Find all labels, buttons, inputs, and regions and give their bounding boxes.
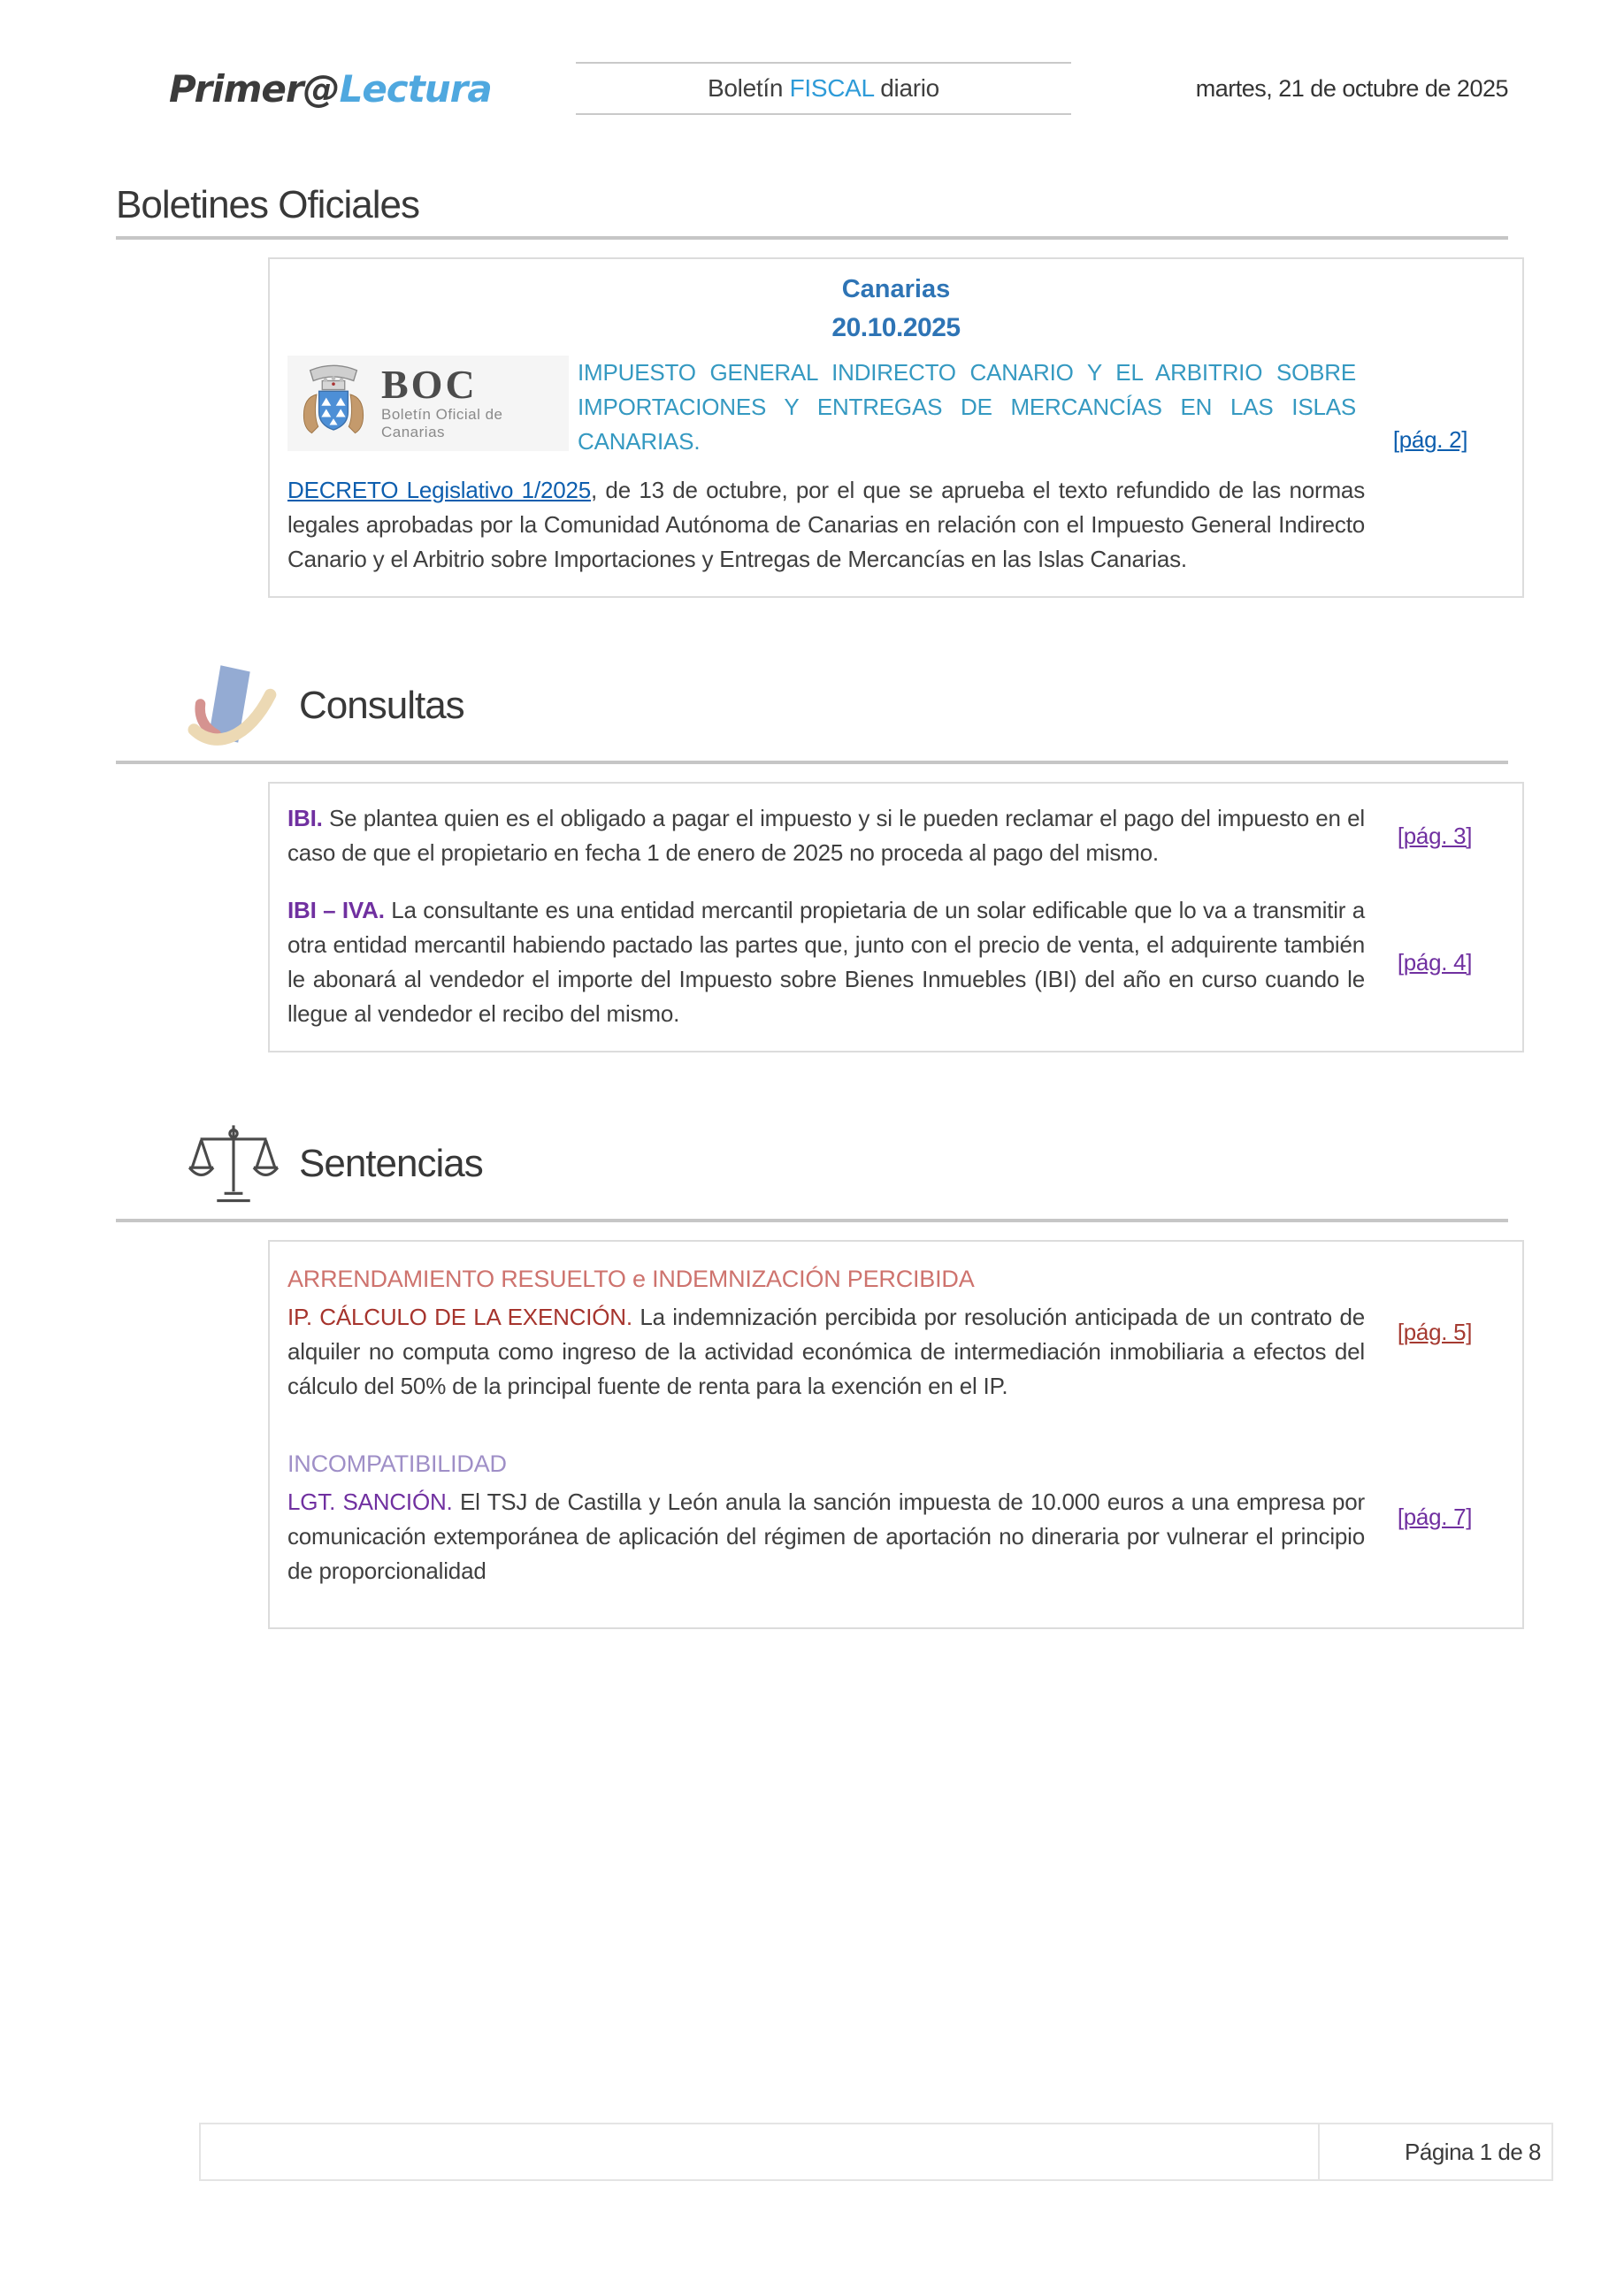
page-link-col [1365,823,1505,850]
aeat-logo-icon [188,660,280,752]
sentencia-item [287,1446,1505,1588]
sentencia-kicker: ARRENDAMIENTO RESUELTO e INDEMNIZACIÓN PERCIBIDA [287,1266,975,1292]
bulletin-post: diario [873,74,939,102]
scales-of-justice-icon [188,1118,280,1210]
consulta-item [287,801,1505,870]
primera-lectura-logo [116,67,576,111]
page-header [116,49,1508,128]
decreto-text: , de 13 de octubre, por el que se aprueba el texto refundido de las normas legales aprobadas por la Comunidad Autónoma de Canarias en relación con el Impuesto General Indirecto Canario y el Arbitrio sobre Importaciones y Entregas de Mercancías en las Islas Canarias. [287,477,1365,572]
consulta-text [287,893,1365,1031]
consulta-item [287,893,1505,1031]
sentencia-lead: IP. CÁLCULO DE LA EXENCIÓN. [287,1304,632,1330]
consulta-lead: IBI – IVA. [287,897,385,923]
logo-part-primer: Primer@ [169,66,340,111]
section-divider [116,761,1508,764]
section-title-sentencias: Sentencias [299,1142,483,1185]
consulta-lead: IBI. [287,805,323,831]
boc-date: 20.10.2025 [831,313,961,342]
section-boletines-heading [116,183,1508,227]
page-3-link[interactable]: [pág. 3] [1397,822,1473,849]
boletin-canarias-card [268,257,1524,598]
consultas-card [268,782,1524,1052]
page-link-col [1356,426,1505,459]
page-5-link[interactable]: [pág. 5] [1397,1319,1473,1345]
section-title-boletines: Boletines Oficiales [116,183,419,226]
page-footer [199,2123,1553,2181]
page-link-col [1365,1504,1505,1531]
sentencia-body: El TSJ de Castilla y León anula la sanción impuesta de 10.000 euros a una empresa por comunicación extemporánea de aplicación del régimen de aportación no dineraria por vulnerar el principio de proporcionalidad [287,1489,1366,1584]
boc-caption: Boletín Oficial de Canarias [381,406,503,440]
logo-part-lectura: Lectura [339,66,492,111]
sentencia-lead: LGT. SANCIÓN. [287,1489,453,1515]
sentencia-item [287,1261,1505,1404]
boc-logo [287,356,569,451]
decreto-link[interactable]: DECRETO Legislativo 1/2025 [287,477,592,503]
bulletin-fiscal: FISCAL [789,74,874,102]
section-consultas-heading [116,660,1508,752]
boc-headline: IMPUESTO GENERAL INDIRECTO CANARIO Y EL ARBITRIO SOBRE IMPORTACIONES Y ENTREGAS DE MERCANCÍAS EN LAS ISLAS CANARIAS. [578,359,1356,455]
boc-crest-icon [293,359,374,448]
section-divider [116,236,1508,240]
page-4-link[interactable]: [pág. 4] [1397,948,1473,976]
bulletin-title-box [576,62,1071,115]
sentencia-body: La indemnización percibida por resolución anticipada de un contrato de alquiler no computa como ingreso de la actividad económica de intermediación inmobiliaria a efectos del cálculo del 50% de la principal fuente de renta para la exención en el IP. [287,1304,1365,1399]
section-title-consultas: Consultas [299,684,464,727]
consulta-body: La consultante es una entidad mercantil propietaria de un solar edificable que lo va a transmitir a otra entidad mercantil habiendo pactado las partes que, junto con el precio de venta, el adquirente también le abonará al vendedor el importe del Impuesto sobre Bienes Inmuebles (IBI) del año en curso cuando le llegue al vendedor el recibo del mismo. [287,897,1365,1027]
decreto-paragraph [287,473,1365,577]
section-divider [116,1219,1508,1222]
issue-date: martes, 21 de octubre de 2025 [1195,74,1508,102]
page-7-link[interactable]: [pág. 7] [1397,1504,1473,1530]
page-link-col [1365,949,1505,976]
sentencias-card [268,1240,1524,1629]
boc-acronym: BOC [381,362,478,407]
sentencia-kicker: INCOMPATIBILIDAD [287,1450,507,1477]
consulta-body: Se plantea quien es el obligado a pagar el impuesto y si le pueden reclamar el pago del impuesto en el caso de que el propietario en fecha 1 de enero de 2025 no proceda al pago del mismo. [287,805,1365,866]
region-title: Canarias [841,275,951,303]
boc-headline-row [287,356,1505,459]
page-link-col [1365,1319,1505,1346]
page-2-link[interactable]: [pág. 2] [1392,426,1468,453]
boc-wordmark [381,362,563,441]
sentencia-text [287,1446,1365,1588]
footer-empty-cell [201,2124,1320,2179]
page-indicator: Página 1 de 8 [1405,2138,1541,2165]
consulta-text [287,801,1365,870]
section-sentencias-heading [116,1118,1508,1210]
bulletin-pre: Boletín [708,74,790,102]
sentencia-text [287,1261,1365,1404]
